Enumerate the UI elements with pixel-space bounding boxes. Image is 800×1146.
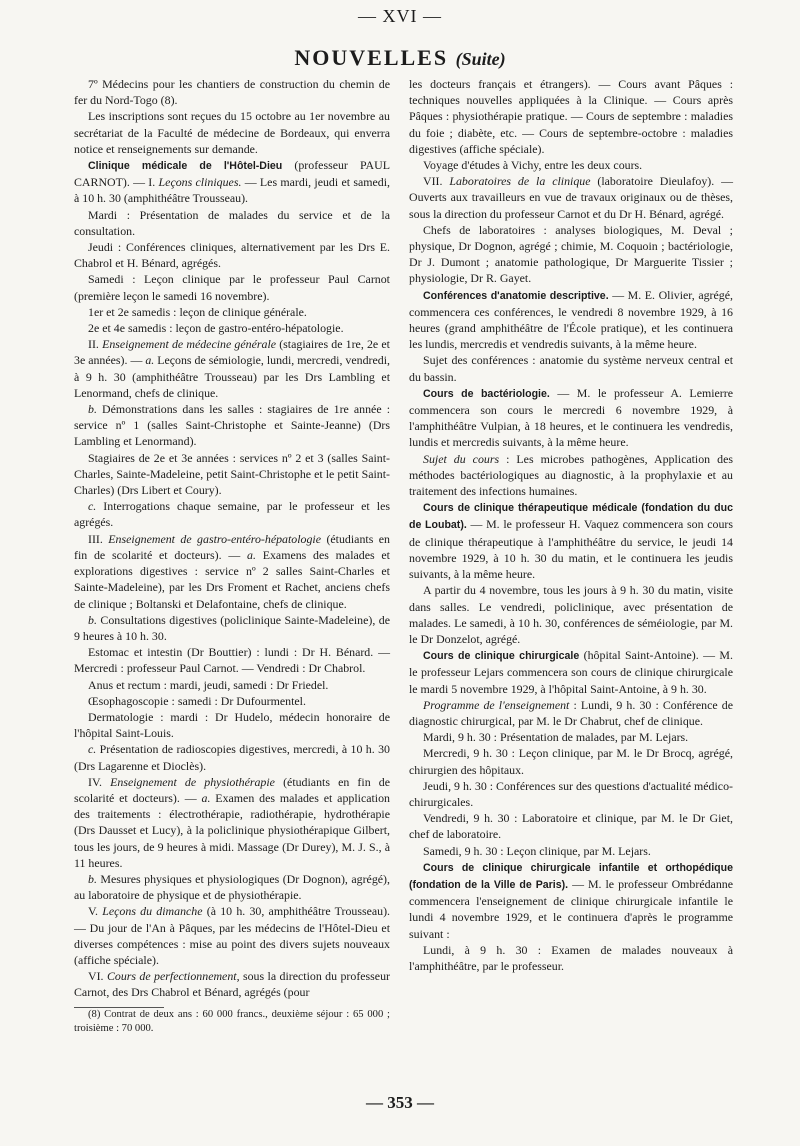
text: — M. le professeur Ombrédanne commencera l'enseignement de clinique chirurgicale infantile le lundi 4 novembre 1929, et le continuera d'après le programme suivant : xyxy=(409,876,733,941)
text: Consultations digestives (policlinique Sainte-Madeleine), de 9 heures à 10 h. 30. xyxy=(74,612,390,643)
paragraph xyxy=(74,401,390,450)
text: Démonstrations dans les salles : stagiaires de 1re année : service nº 1 (salles Saint-Christophe et Sainte-Jeanne) (Drs Lambling et Lenormand). xyxy=(74,402,390,449)
text-italic: c. xyxy=(88,499,97,514)
section-heading: Clinique médicale de l'Hôtel-Dieu xyxy=(88,160,283,173)
text-italic: a. xyxy=(145,353,155,368)
paragraph: Voyage d'études à Vichy, entre les deux cours. xyxy=(423,158,643,173)
paragraph: Samedi : Leçon clinique par le professeur Paul Carnot (première leçon le samedi 16 novembre). xyxy=(74,272,390,303)
paragraph: Mardi : Présentation de malades du service et de la consultation. xyxy=(74,207,390,238)
paragraph xyxy=(409,859,733,942)
paragraph: Jeudi, 9 h. 30 : Conférences sur des questions d'actualité médico-chirurgicales. xyxy=(409,778,733,809)
paragraph: Mardi, 9 h. 30 : Présentation de malades, par M. Lejars. xyxy=(423,730,689,745)
text: (hôpital Saint-Antoine). — M. le professeur Lejars commencera son cours de clinique chirurgicale le mardi 5 novembre 1929, à l'hôpital Saint-Antoine, à 9 h. 30. xyxy=(409,648,733,696)
text-italic: Cours de perfectionnement, xyxy=(106,969,240,984)
paragraph: Jeudi : Conférences cliniques, alternativement par les Drs E. Chabrol et H. Bénard, agrégés. xyxy=(74,240,390,271)
text: (à 10 h. 30, amphithéâtre Trousseau). — Du jour de l'An à Pâques, par les médecins de l'Hôtel-Dieu et diverses compétences : mise au point des divers sujets nouveaux (affiche spéciale). xyxy=(74,904,391,967)
text-italic: b. xyxy=(88,402,97,417)
paragraph: les docteurs français et étrangers). — Cours avant Pâques : techniques nouvelles appliquées à la Clinique. — Cours après Pâques : physiothérapie pratique. — Cours de septembre : maladies du foie ; diabète, etc. — Cours de septembre-octobre : maladies digestives (affiche spéciale). xyxy=(409,77,733,156)
text-italic: Enseignement de gastro-entéro-hépatologie xyxy=(108,531,322,546)
page-number: — 353 — xyxy=(366,1093,434,1112)
text: — Les mardi, jeudi et samedi, à 10 h. 30 (amphithéâtre Trousseau). xyxy=(74,175,390,206)
text: (laboratoire Dieulafoy). — Ouverts aux travailleurs en vue de travaux originaux ou de thèses, sous la direction du professeur Carnot et du Dr H. Bénard, agrégé. xyxy=(409,174,734,221)
text-italic: a. xyxy=(201,790,211,805)
text-italic: Leçons du dimanche xyxy=(102,904,203,919)
text: III. xyxy=(88,531,109,546)
text: IV. xyxy=(88,774,111,789)
title-suite: (Suite) xyxy=(455,49,506,69)
paragraph xyxy=(409,499,733,582)
text-italic: Programme de l'enseignement xyxy=(423,697,570,712)
paragraph: Stagiaires de 2e et 3e années : services nº 2 et 3 (salles Saint-Charles, Sainte-Madeleine, petit Saint-Christophe et le petit Saint-Charles) (Drs Libert et Coury). xyxy=(74,450,390,498)
section-heading: Cours de clinique thérapeutique médicale (fondation du duc de Loubat). xyxy=(409,502,733,532)
paragraph: Dermatologie : mardi : Dr Hudelo, médecin honoraire de l'hôpital Saint-Louis. xyxy=(74,709,390,741)
page-roman-numeral: — XVI — xyxy=(358,6,442,26)
text: Interrogations chaque semaine, par le professeur et les agrégés. xyxy=(74,499,390,530)
paragraph xyxy=(409,451,733,500)
text: Présentation de radioscopies digestives, mercredi, à 10 h. 30 (Drs Lagarenne et Dioclès). xyxy=(74,742,390,773)
paragraph: Chefs de laboratoires : analyses biologiques, M. Deval ; physique, Dr Dognon, agrégé ; chimie, M. Coquoin ; bactériologie, Dr J. Dumont ; anatomie pathologique, Dr Marguerite Tissier ; physiologie, Dr R. Gayet. xyxy=(409,222,733,286)
text-italic: Enseignement de physiothérapie xyxy=(110,774,275,789)
text: II. xyxy=(88,337,103,352)
paragraph: Vendredi, 9 h. 30 : Laboratoire et clinique, par M. le Dr Giet, chef de laboratoire. xyxy=(409,811,733,842)
left-column xyxy=(74,76,390,1036)
text: : Lundi, 9 h. 30 : Conférence de diagnostic chirurgical, par M. le Dr Chabrut, chef de clinique. xyxy=(409,697,734,728)
paragraph xyxy=(74,531,390,612)
paragraph xyxy=(74,871,390,903)
paragraph: A partir du 4 novembre, tous les jours à 9 h. 30 du matin, visite dans salles. Le vendredi, policlinique, avec présentation de malades. Le samedi, à 10 h. 30, conférences de séméiologie, par M. le Dr Donzelot, agrégé. xyxy=(409,583,733,646)
section-heading: Conférences d'anatomie descriptive. xyxy=(423,289,609,302)
page-title xyxy=(0,45,800,71)
paragraph: Estomac et intestin (Dr Bouttier) : lundi : Dr H. Bénard. — Mercredi : professeur Paul Carnot. — Vendredi : Dr Chabrol. xyxy=(74,645,390,676)
paragraph: Œsophagoscopie : samedi : Dr Dufourmentel. xyxy=(88,693,306,708)
text: Examens des malades et explorations digestives : service nº 2 salles Saint-Charles et Sainte-Madeleine), par les Drs Froment et Rachet, anciens chefs de clinique ; Boltanski et Delafontaine, chefs de clinique. xyxy=(74,547,390,611)
section-heading: Cours de clinique chirurgicale infantile et orthopédique (fondation de la Ville de Paris). xyxy=(409,861,733,891)
paragraph: 7º Médecins pour les chantiers de construction du chemin de fer du Nord-Togo (8). xyxy=(74,77,390,108)
paragraph xyxy=(74,157,390,207)
text-italic: b. xyxy=(88,871,97,886)
text: VII. xyxy=(423,174,450,189)
paragraph xyxy=(74,336,390,401)
paragraph: Sujet des conférences : anatomie du système nerveux central et du bassin. xyxy=(409,353,733,384)
paragraph xyxy=(409,287,733,353)
paragraph: Samedi, 9 h. 30 : Leçon clinique, par M. Lejars. xyxy=(423,843,651,858)
text: Leçons de sémiologie, lundi, mercredi, vendredi, à 9 h. 30 (amphithéâtre Trousseau) par les Drs Lambling et Lenormand, chefs de clinique. xyxy=(74,353,391,400)
text: Mesures physiques et physiologiques (Dr Dognon), agrégé), au laboratoire de physique et de physiothérapie. xyxy=(74,871,390,903)
paragraph xyxy=(74,612,390,644)
paragraph: Les inscriptions sont reçues du 15 octobre au 1er novembre au secrétariat de la Faculté de médecine de Bordeaux, qui enverra notice et renseignements sur demande. xyxy=(74,109,390,156)
footnote: (8) Contrat de deux ans : 60 000 francs., deuxième séjour : 65 000 ; troisième : 70 000. xyxy=(74,1008,390,1034)
text: Examen des malades et application des traitements : électrothérapie, radiothérapie, hydrothérapie (Drs Dausset et Lucy), à la policlinique physiothérapique Gilbert, tous les jours, de 9 heures à midi. Massage (Dr Durey), M. J. S., à 11 heures. xyxy=(74,790,391,870)
text: V. xyxy=(88,904,103,919)
text: : Les microbes pathogènes, Application des méthodes bactériologiques au diagnostic, à la prophylaxie et au traitement des infections humaines. xyxy=(409,451,733,499)
text: VI. xyxy=(88,969,107,984)
section-heading: Cours de clinique chirurgicale xyxy=(423,650,580,663)
paragraph: 1er et 2e samedis : leçon de clinique générale. xyxy=(88,304,307,319)
paragraph xyxy=(74,774,390,871)
text-italic: Enseignement de médecine générale xyxy=(102,337,277,352)
text-italic: Leçons cliniques. xyxy=(158,175,242,190)
text: — M. E. Olivier, agrégé, commencera ces conférences, le vendredi 8 novembre 1929, à 16 heures (grand amphithéâtre de l'École pratique), et les continuera les lundis, mercredis et vendredis suivants, à la même heure. xyxy=(409,287,733,352)
paragraph: Lundi, à 9 h. 30 : Examen de malades nouveaux à l'amphithéâtre, par le professeur. xyxy=(409,942,733,973)
text-italic: a. xyxy=(247,547,256,562)
paragraph: 2e et 4e samedis : leçon de gastro-entéro-hépatologie. xyxy=(88,321,344,336)
paragraph: Mercredi, 9 h. 30 : Leçon clinique, par M. le Dr Brocq, agrégé, chirurgien des hôpitaux. xyxy=(409,746,733,777)
text: (stagiaires de 1re, 2e et 3e années). — xyxy=(74,337,390,368)
title-text: NOUVELLES xyxy=(294,45,449,70)
paragraph xyxy=(409,173,733,222)
paragraph xyxy=(409,647,733,697)
paragraph xyxy=(74,498,390,530)
text: (étudiants en fin de scolarité et docteurs). — xyxy=(74,531,390,562)
text: (étudiants en fin de scolarité et docteurs). — xyxy=(74,774,390,805)
right-column xyxy=(409,76,733,974)
paragraph xyxy=(74,903,390,968)
text-italic: Laboratoires de la clinique xyxy=(449,174,591,189)
paragraph xyxy=(74,968,390,1000)
paragraph xyxy=(409,697,733,729)
paragraph xyxy=(74,741,390,773)
text: — M. le professeur A. Lemierre commencera son cours le mercredi 6 novembre 1929, à l'amphithéâtre Vulpian, à 18 heures, et le continuera les vendredis, lundis et mercredis suivants, à la même heure. xyxy=(409,385,733,450)
text: (professeur PAUL CARNOT). — I. xyxy=(74,158,390,190)
text: — M. le professeur H. Vaquez commencera son cours de clinique thérapeutique à l'amphithéâtre du service, le jeudi 14 novembre 1929, à 10 h. 30 du matin, et le continuera les jeudis suivants, à la même heure. xyxy=(409,517,733,582)
text: sous la direction du professeur Carnot, des Drs Chabrol et Bénard, agrégés (pour xyxy=(74,969,390,1000)
text-italic: c. xyxy=(88,742,97,757)
text-italic: Sujet du cours xyxy=(423,451,500,466)
text-italic: b. xyxy=(88,612,97,627)
paragraph xyxy=(409,385,733,451)
paragraph: Anus et rectum : mardi, jeudi, samedi : Dr Friedel. xyxy=(88,677,329,692)
section-heading: Cours de bactériologie. xyxy=(423,387,550,400)
